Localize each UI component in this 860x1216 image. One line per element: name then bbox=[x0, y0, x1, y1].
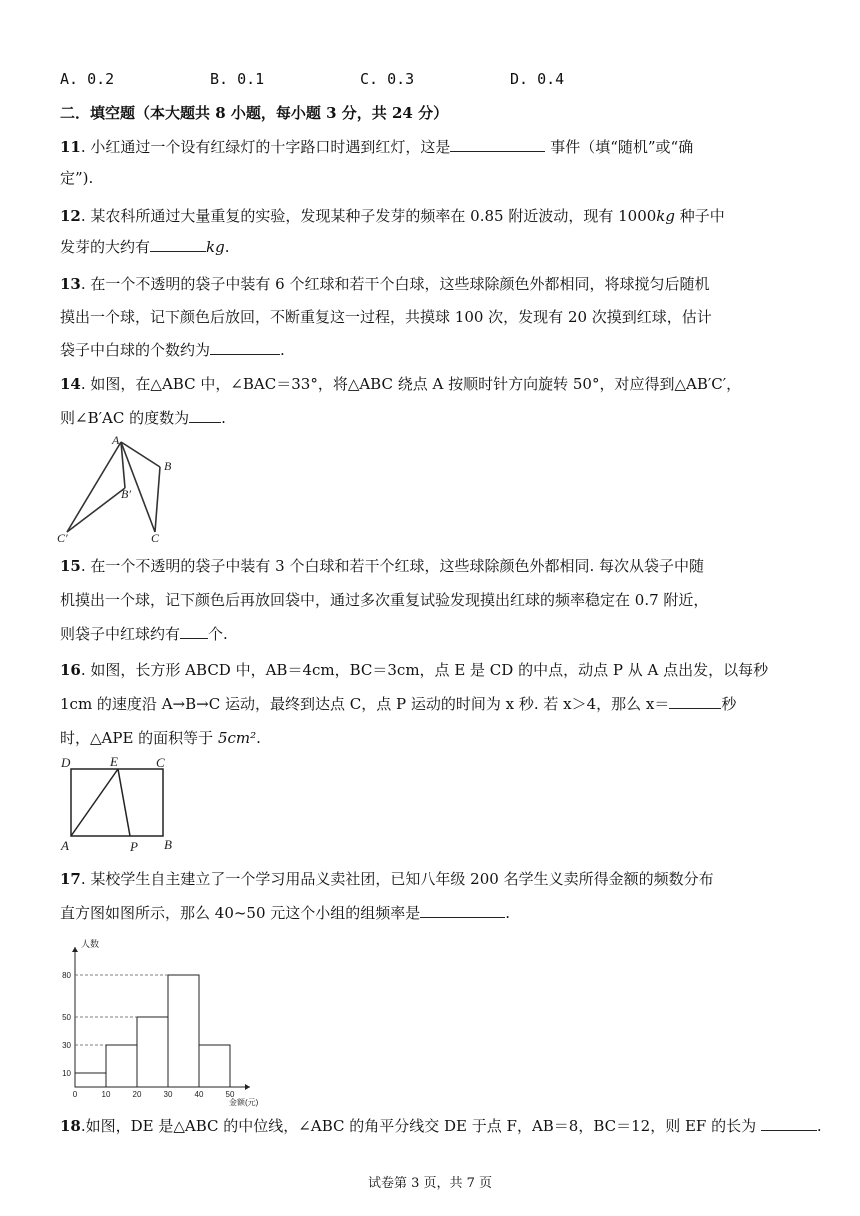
label-p: P bbox=[130, 839, 138, 854]
question-text: 时，△APE 的面积等于 bbox=[60, 729, 218, 747]
option-a: A. 0.2 bbox=[60, 70, 115, 88]
label-c-prime: C′ bbox=[57, 531, 68, 544]
unit: kg bbox=[656, 207, 675, 225]
question-number: 14 bbox=[60, 375, 81, 393]
histogram-bar bbox=[199, 1045, 230, 1087]
answer-blank[interactable] bbox=[450, 137, 545, 152]
question-18-line-1 bbox=[60, 1116, 822, 1136]
question-text: . 如图，在△ABC 中，∠BAC＝33°，将△ABC 绕点 A 按顺时针方向旋转 50°，对应得到△AB′C′， bbox=[80, 375, 742, 393]
x-tick-label: 30 bbox=[163, 1090, 173, 1099]
label-c: C bbox=[151, 531, 160, 544]
x-tick-label: 40 bbox=[194, 1090, 204, 1099]
question-16-line-2 bbox=[60, 694, 736, 714]
question-text: . 某农科所通过大量重复的实验，发现某种子发芽的频率在 0.85 附近波动，现有 1000 bbox=[80, 207, 657, 225]
question-15-line-3 bbox=[60, 624, 228, 644]
answer-blank[interactable] bbox=[420, 903, 505, 918]
x-tick-label: 0 bbox=[72, 1090, 78, 1099]
label-b-prime: B′ bbox=[121, 487, 131, 501]
answer-blank[interactable] bbox=[210, 340, 280, 355]
question-text: 则袋子中红球约有 bbox=[60, 625, 181, 643]
question-13-line-2: 摸出一个球，记下颜色后放回，不断重复这一过程，共摸球 100 次，发现有 20 次摸到红球，估计 bbox=[60, 308, 712, 326]
question-number: 11 bbox=[60, 138, 81, 156]
question-12-line-1 bbox=[60, 206, 725, 226]
question-11-line-1 bbox=[60, 137, 693, 157]
question-text: . bbox=[221, 409, 226, 427]
question-14-line-1 bbox=[60, 374, 741, 394]
question-text: . 某校学生自主建立了一个学习用品义卖社团，已知八年级 200 名学生义卖所得金额的频数分布 bbox=[80, 870, 714, 888]
answer-blank[interactable] bbox=[761, 1116, 817, 1131]
answer-blank[interactable] bbox=[669, 694, 721, 709]
y-tick-label: 50 bbox=[62, 1013, 71, 1022]
question-text: 发芽的大约有 bbox=[60, 238, 151, 256]
y-tick-label: 10 bbox=[62, 1069, 71, 1078]
question-12-line-2 bbox=[60, 237, 230, 257]
question-text: 秒 bbox=[721, 695, 737, 713]
question-15-line-1 bbox=[60, 556, 704, 576]
label-a: A bbox=[112, 433, 120, 447]
label-c: C bbox=[156, 755, 165, 770]
histogram-bar bbox=[137, 1017, 168, 1087]
frequency-histogram bbox=[55, 935, 270, 1107]
x-tick-label: 10 bbox=[101, 1090, 111, 1099]
answer-blank[interactable] bbox=[189, 408, 221, 423]
x-axis-arrow bbox=[245, 1084, 250, 1090]
question-text: . 小红通过一个设有红绿灯的十字路口时遇到红灯，这是 bbox=[80, 138, 451, 156]
label-b: B bbox=[164, 837, 172, 852]
answer-blank[interactable] bbox=[150, 237, 206, 252]
area-value: 5cm² bbox=[217, 729, 257, 747]
label-b: B bbox=[164, 459, 172, 473]
question-text: . bbox=[224, 238, 230, 256]
question-text: . bbox=[256, 729, 261, 747]
section-title: 二．填空题（本大题共 8 小题，每小题 3 分，共 24 分） bbox=[60, 104, 449, 122]
y-tick-label: 30 bbox=[62, 1041, 71, 1050]
question-15-line-2: 机摸出一个球，记下颜色后再放回袋中，通过多次重复试验发现摸出红球的频率稳定在 0.7 附近， bbox=[60, 591, 709, 609]
option-c: C. 0.3 bbox=[360, 70, 415, 88]
answer-blank[interactable] bbox=[180, 624, 208, 639]
question-text: . 如图，长方形 ABCD 中，AB＝4cm，BC＝3cm，点 E 是 CD 的中点，动点 P 从 A 点出发，以每秒 bbox=[80, 661, 769, 679]
label-d: D bbox=[61, 755, 71, 770]
question-number: 17 bbox=[60, 870, 81, 888]
question-text: . bbox=[280, 341, 285, 359]
question-text: 1cm 的速度沿 A→B→C 运动，最终到达点 C，点 P 运动的时间为 x 秒. 若 x＞4，那么 x＝ bbox=[60, 695, 670, 713]
question-text: . bbox=[816, 1117, 822, 1135]
question-number: 12 bbox=[60, 207, 81, 225]
question-number: 15 bbox=[60, 557, 81, 575]
question-text: 事件（填“随机”或“确 bbox=[545, 138, 694, 156]
question-number: 16 bbox=[60, 661, 81, 679]
question-text: . 在一个不透明的袋子中装有 6 个红球和若干个白球，这些球除颜色外都相同，将球搅匀后随机 bbox=[80, 275, 710, 293]
x-tick-label: 50 bbox=[225, 1090, 235, 1099]
question-text: 则∠B′AC 的度数为 bbox=[60, 409, 190, 427]
y-tick-label: 80 bbox=[62, 971, 71, 980]
option-d: D. 0.4 bbox=[510, 70, 565, 88]
question-text: 个. bbox=[208, 625, 228, 643]
label-a: A bbox=[61, 838, 69, 853]
x-tick-label: 20 bbox=[132, 1090, 142, 1099]
y-axis-arrow bbox=[72, 947, 78, 952]
question-16-line-1 bbox=[60, 660, 768, 680]
question-text: . bbox=[505, 904, 511, 922]
question-text: .如图，DE 是△ABC 的中位线，∠ABC 的角平分线交 DE 于点 F，AB＝8，BC＝12，则 EF 的长为 bbox=[80, 1117, 757, 1135]
question-17-line-1 bbox=[60, 869, 714, 889]
option-b: B. 0.1 bbox=[210, 70, 265, 88]
question-text: 直方图如图所示，那么 40~50 元这个小组的组频率是 bbox=[60, 904, 421, 922]
question-text: . 在一个不透明的袋子中装有 3 个白球和若干个红球，这些球除颜色外都相同. 每次从袋子中随 bbox=[80, 557, 705, 575]
question-11-line-2: 定”). bbox=[60, 169, 94, 187]
question-text: 种子中 bbox=[675, 207, 725, 225]
question-16-line-3 bbox=[60, 728, 261, 748]
y-axis-label: 人数 bbox=[81, 939, 100, 949]
histogram-bar bbox=[106, 1045, 137, 1087]
x-axis-label: 金额(元) bbox=[229, 1098, 259, 1107]
question-14-line-2 bbox=[60, 408, 226, 428]
histogram-bar bbox=[75, 1073, 106, 1087]
label-e: E bbox=[110, 754, 118, 769]
rotation-figure bbox=[55, 432, 185, 544]
question-13-line-3 bbox=[60, 340, 285, 360]
page-footer: 试卷第 3 页，共 7 页 bbox=[367, 1176, 493, 1191]
question-number: 18 bbox=[60, 1117, 81, 1135]
unit: kg bbox=[206, 238, 225, 256]
question-17-line-2 bbox=[60, 903, 510, 923]
question-13-line-1 bbox=[60, 274, 710, 294]
histogram-bar bbox=[168, 975, 199, 1087]
rectangle-figure bbox=[58, 752, 186, 856]
question-number: 13 bbox=[60, 275, 81, 293]
question-text: 袋子中白球的个数约为 bbox=[60, 341, 211, 359]
